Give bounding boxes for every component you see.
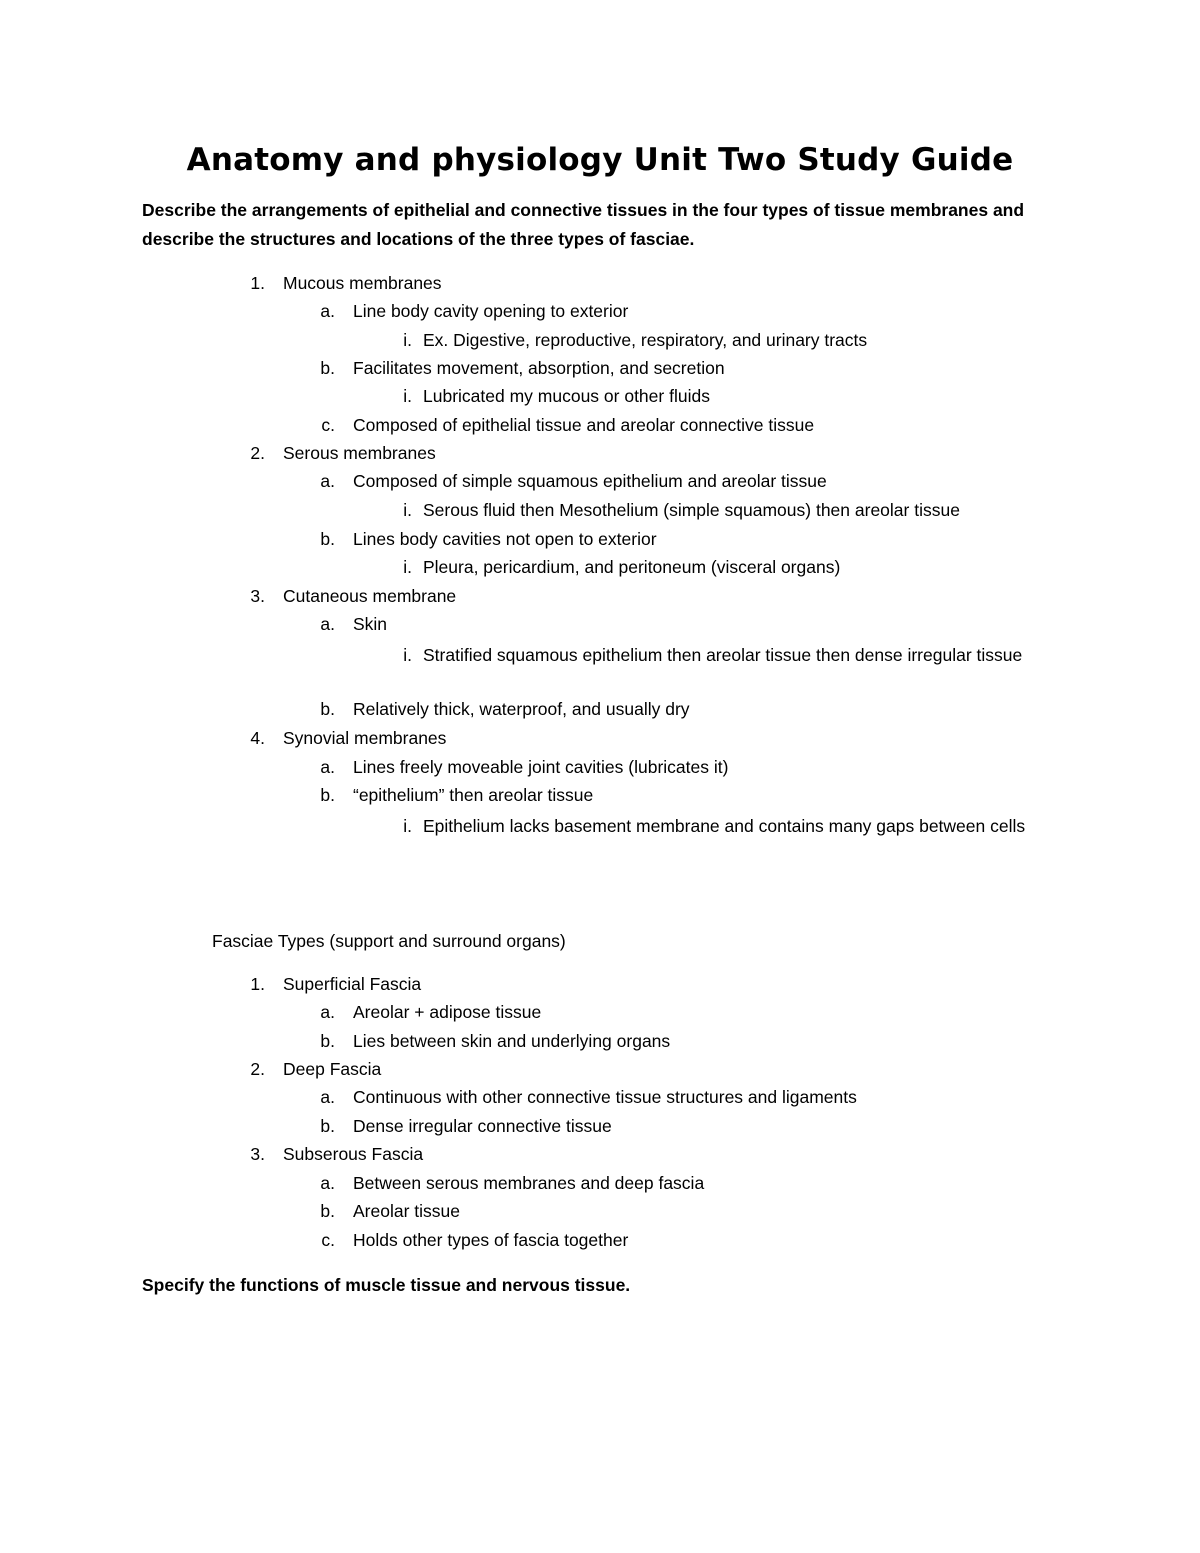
list-item bbox=[250, 727, 447, 749]
list-item-text: Mucous membranes bbox=[283, 273, 442, 293]
list-item bbox=[320, 300, 629, 322]
list-item bbox=[320, 357, 725, 379]
list-marker: b. bbox=[320, 1201, 335, 1221]
list-item bbox=[320, 528, 657, 550]
question-prompt: Specify the functions of muscle tissue and nervous tissue. bbox=[142, 1275, 631, 1295]
list-item bbox=[250, 272, 442, 294]
list-marker: i. bbox=[403, 557, 412, 577]
list-item bbox=[320, 784, 594, 806]
list-marker: b. bbox=[320, 785, 335, 805]
list-item bbox=[320, 470, 827, 492]
list-item bbox=[403, 329, 868, 351]
list-marker: b. bbox=[320, 358, 335, 378]
list-item-text: Superficial Fascia bbox=[283, 974, 422, 994]
list-marker: 1. bbox=[250, 273, 265, 293]
list-marker: c. bbox=[321, 415, 335, 435]
list-marker: a. bbox=[320, 301, 335, 321]
list-item bbox=[250, 585, 457, 607]
list-item-text: Lines freely moveable joint cavities (lubricates it) bbox=[353, 757, 729, 777]
list-marker: b. bbox=[320, 699, 335, 719]
list-item bbox=[320, 1115, 612, 1137]
list-item-text: Continuous with other connective tissue structures and ligaments bbox=[353, 1087, 857, 1107]
list-marker: a. bbox=[320, 1087, 335, 1107]
list-item bbox=[320, 756, 729, 778]
list-item-text: Areolar tissue bbox=[353, 1201, 460, 1221]
list-marker: 3. bbox=[250, 586, 265, 606]
list-marker: a. bbox=[320, 1173, 335, 1193]
list-item bbox=[250, 442, 436, 464]
list-item bbox=[403, 385, 710, 407]
list-item bbox=[320, 1172, 705, 1194]
list-item bbox=[321, 414, 815, 436]
list-item-text: Pleura, pericardium, and peritoneum (visceral organs) bbox=[423, 557, 841, 577]
list-marker: 2. bbox=[250, 1059, 265, 1079]
list-marker: c. bbox=[321, 1230, 335, 1250]
list-item-text: Areolar + adipose tissue bbox=[353, 1002, 542, 1022]
list-item-text: Epithelium lacks basement membrane and contains many gaps between cells bbox=[423, 816, 1026, 836]
list-marker: b. bbox=[320, 1116, 335, 1136]
list-item-text: Composed of simple squamous epithelium and areolar tissue bbox=[353, 471, 827, 491]
list-marker: i. bbox=[403, 330, 412, 350]
list-item-text: Deep Fascia bbox=[283, 1059, 382, 1079]
list-marker: 2. bbox=[250, 443, 265, 463]
list-item-text: Lies between skin and underlying organs bbox=[353, 1031, 671, 1051]
list-item bbox=[320, 1200, 460, 1222]
list-item-text: Synovial membranes bbox=[283, 728, 447, 748]
list-marker: a. bbox=[320, 757, 335, 777]
list-item bbox=[403, 556, 841, 578]
list-item-text: Serous membranes bbox=[283, 443, 436, 463]
list-item-text: Lines body cavities not open to exterior bbox=[353, 529, 657, 549]
list-item bbox=[250, 973, 422, 995]
list-item bbox=[320, 1030, 671, 1052]
list-marker: a. bbox=[320, 614, 335, 634]
list-item bbox=[403, 812, 1063, 841]
list-marker: 3. bbox=[250, 1144, 265, 1164]
list-item bbox=[250, 1058, 382, 1080]
list-item-text: “epithelium” then areolar tissue bbox=[353, 785, 594, 805]
list-item-text: Line body cavity opening to exterior bbox=[353, 301, 629, 321]
list-item bbox=[250, 1143, 424, 1165]
list-marker: b. bbox=[320, 1031, 335, 1051]
list-item-text: Subserous Fascia bbox=[283, 1144, 424, 1164]
list-item bbox=[403, 499, 960, 521]
list-marker: i. bbox=[403, 645, 412, 665]
list-marker: i. bbox=[403, 816, 412, 836]
list-item bbox=[320, 698, 690, 720]
list-item-text: Lubricated my mucous or other fluids bbox=[423, 386, 710, 406]
list-marker: b. bbox=[320, 529, 335, 549]
list-item-text: Cutaneous membrane bbox=[283, 586, 457, 606]
list-marker: 1. bbox=[250, 974, 265, 994]
list-item-text: Serous fluid then Mesothelium (simple squamous) then areolar tissue bbox=[423, 500, 960, 520]
list-item-text: Relatively thick, waterproof, and usually dry bbox=[353, 699, 690, 719]
list-item-text: Skin bbox=[353, 614, 388, 634]
list-item-text: Composed of epithelial tissue and areolar connective tissue bbox=[353, 415, 815, 435]
fasciae-heading: Fasciae Types (support and surround organs) bbox=[212, 931, 566, 951]
list-item bbox=[320, 1001, 542, 1023]
list-item bbox=[320, 1086, 857, 1108]
page-title: Anatomy and physiology Unit Two Study Guide bbox=[186, 142, 1014, 178]
list-marker: 4. bbox=[250, 728, 265, 748]
list-item-text: Facilitates movement, absorption, and secretion bbox=[353, 358, 725, 378]
question-prompt: Describe the arrangements of epithelial and connective tissues in the four types of tissue membranes and describe the structures and locations of the three types of fasciae. bbox=[142, 200, 1025, 249]
list-marker: i. bbox=[403, 500, 412, 520]
list-marker: i. bbox=[403, 386, 412, 406]
list-item-text: Holds other types of fascia together bbox=[353, 1230, 629, 1250]
list-marker: a. bbox=[320, 471, 335, 491]
list-item-text: Dense irregular connective tissue bbox=[353, 1116, 612, 1136]
list-item-text: Stratified squamous epithelium then areolar tissue then dense irregular tissue bbox=[423, 645, 1023, 665]
list-item bbox=[321, 1229, 629, 1251]
list-item-text: Between serous membranes and deep fascia bbox=[353, 1173, 705, 1193]
list-item bbox=[320, 613, 388, 635]
list-item-text: Ex. Digestive, reproductive, respiratory, and urinary tracts bbox=[423, 330, 868, 350]
list-item bbox=[403, 641, 1063, 670]
list-marker: a. bbox=[320, 1002, 335, 1022]
